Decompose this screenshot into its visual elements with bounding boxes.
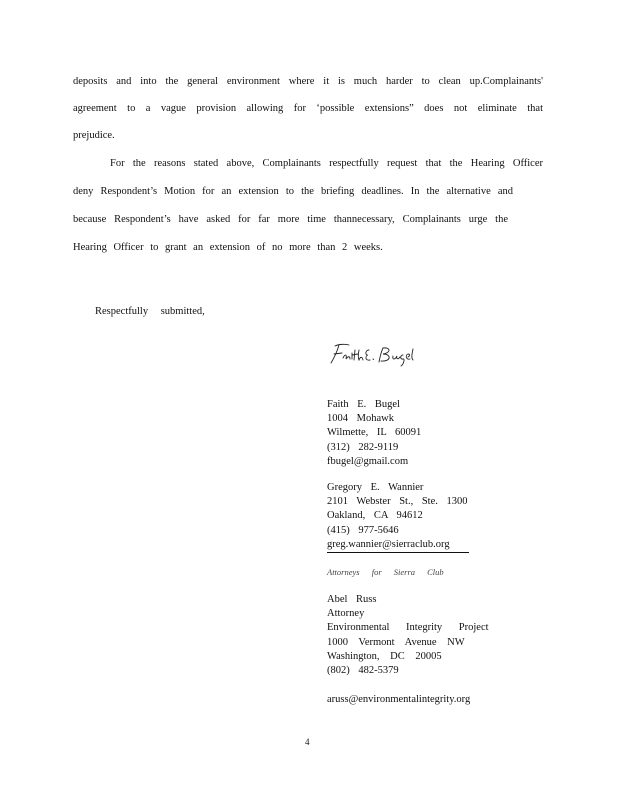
attorney1-email[interactable]: fbugel@gmail.com	[327, 455, 409, 467]
body-line-5: deny Respondent’s Motion for an extension to the briefing deadlines. In the alternative and	[73, 186, 513, 197]
attorney1-street: 1004 Mohawk	[327, 413, 394, 425]
attorney1-block	[327, 398, 421, 469]
signature-image	[325, 338, 445, 368]
attorney2-street: 2101 Webster St., Ste. 1300	[327, 496, 468, 508]
attorney2-phone: (415) 977-5646	[327, 524, 399, 536]
closing-text: Respectfully submitted,	[95, 306, 205, 317]
body-line-1: deposits and into the general environment where it is much harder to clean up.Complainants'	[73, 76, 543, 87]
attorney3-title: Attorney	[327, 608, 365, 620]
attorney2-block	[327, 481, 469, 553]
attorney3-phone: (802) 482-5379	[327, 665, 399, 677]
body-line-4: For the reasons stated above, Complainants respectfully request that the Hearing Officer	[110, 158, 543, 169]
attorney1-phone: (312) 282-9119	[327, 441, 399, 453]
attorney3-city: Washington, DC 20005	[327, 650, 442, 662]
attorneys-role-label: Attorneys for Sierra Club	[327, 567, 444, 577]
body-line-3: prejudice.	[73, 130, 115, 141]
attorney3-org: Environmental Integrity Project	[327, 622, 489, 634]
attorney2-email[interactable]: greg.wannier@sierraclub.org	[327, 538, 469, 553]
attorney2-name: Gregory E. Wannier	[327, 482, 424, 493]
attorney2-city: Oakland, CA 94612	[327, 510, 423, 522]
attorney3-name: Abel Russ	[327, 594, 377, 605]
attorney1-name: Faith E. Bugel	[327, 399, 400, 410]
body-line-6: because Respondent’s have asked for far more time thannecessary, Complainants urge the	[73, 214, 508, 225]
body-line-7: Hearing Officer to grant an extension of no more than 2 weeks.	[73, 242, 383, 253]
attorney3-email[interactable]: aruss@environmentalintegrity.org	[327, 694, 471, 705]
attorney3-block	[327, 593, 489, 678]
attorney3-street: 1000 Vermont Avenue NW	[327, 636, 465, 648]
body-line-2: agreement to a vague provision allowing for ‘possible extensions” does not eliminate that	[73, 103, 543, 114]
page-number: 4	[305, 737, 310, 747]
attorney1-city: Wilmette, IL 60091	[327, 427, 422, 439]
